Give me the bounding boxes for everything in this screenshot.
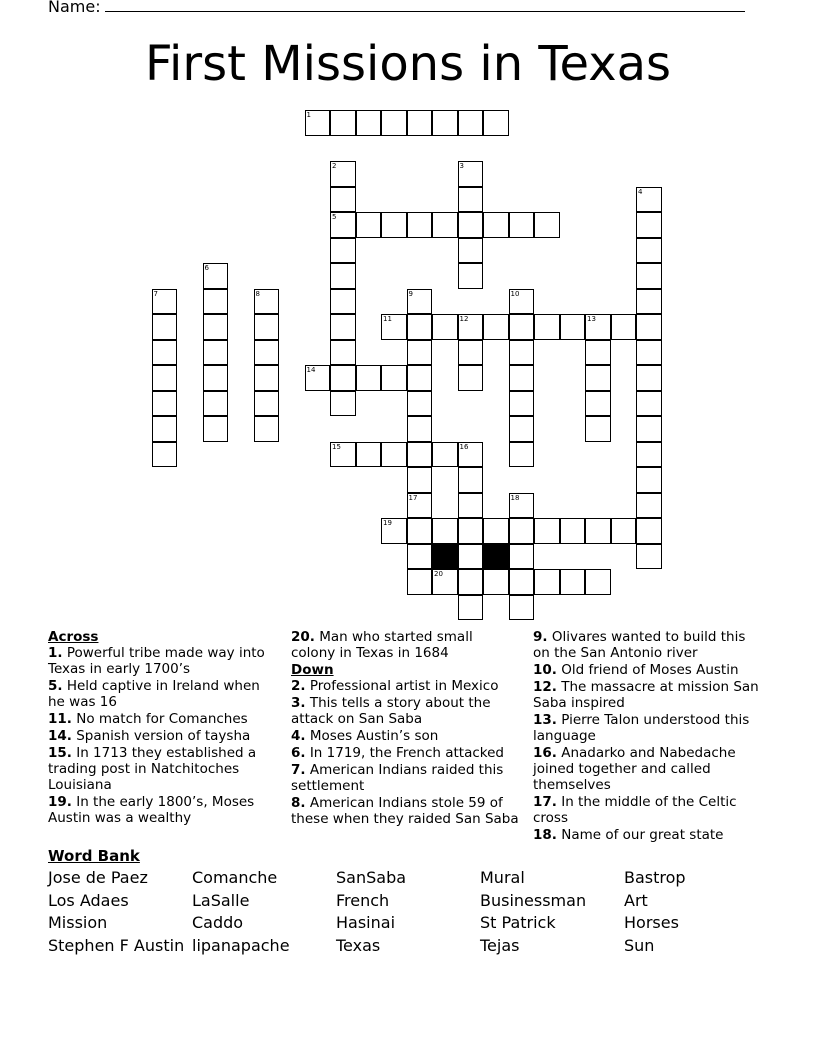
crossword-cell[interactable] [509,544,535,570]
crossword-cell[interactable] [203,314,229,340]
clue-number: 7 [153,289,158,298]
crossword-cell[interactable] [203,263,229,289]
crossword-cell[interactable] [483,110,509,136]
crossword-cell[interactable] [534,314,560,340]
crossword-cell[interactable] [458,340,484,366]
clue-number: 13 [587,315,596,323]
crossword-cell[interactable] [534,212,560,238]
crossword-cell[interactable] [636,493,662,519]
crossword-cell[interactable] [330,110,356,136]
clue-across-15: 15. In 1713 they established a trading post in Natchitoches Louisiana [48,745,257,793]
crossword-cell[interactable] [585,391,611,417]
crossword-cell[interactable] [636,442,662,468]
crossword-cell[interactable] [407,340,433,366]
crossword-cell[interactable] [152,391,178,417]
crossword-cell[interactable] [254,416,280,442]
word-bank-column-4 [480,867,586,958]
word-bank-word: Stephen F Austin [48,936,185,956]
word-bank-word: LaSalle [192,890,250,910]
crossword-cell[interactable] [585,365,611,391]
clue-number: 11 [383,315,392,323]
crossword-cell[interactable] [381,314,407,340]
word-bank-column-1 [48,867,184,958]
clue-across-14: 14. Spanish version of taysha [48,728,251,744]
word-bank-word: Mural [480,868,525,887]
clue-down-16: 16. Anadarko and Nabedache joined together and called themselves [533,745,736,793]
crossword-cell[interactable] [432,569,458,595]
crossword-cell[interactable] [330,442,356,468]
crossword-cell[interactable] [636,340,662,366]
crossword-cell[interactable] [509,416,535,442]
word-bank-word: Tejas [480,936,520,956]
crossword-cell[interactable] [407,365,433,391]
clue-down-8: 8. American Indians stole 59 of these when they raided San Saba [291,795,519,827]
word-bank-word: Horses [624,913,679,933]
clue-number: 17 [408,493,418,502]
clue-down-2: 2. Professional artist in Mexico [291,678,499,694]
crossword-cell[interactable] [611,518,637,544]
crossword-cell[interactable] [509,442,535,468]
clue-down-18: 18. Name of our great state [533,827,724,843]
crossword-cell[interactable] [152,314,178,340]
crossword-cell[interactable] [534,518,560,544]
crossword-cell[interactable] [636,544,662,570]
crossword-cell[interactable] [432,212,458,238]
word-bank-word: Los Adaes [48,890,129,910]
word-bank-word: lipanapache [192,936,290,956]
name-label: Name: [48,0,101,16]
crossword-cell[interactable] [407,493,433,519]
clues-column-1 [48,629,276,827]
word-bank-column-2 [192,867,290,958]
crossword-cell[interactable] [636,365,662,391]
crossword-cell[interactable] [152,365,178,391]
word-bank-title: Word Bank [48,847,140,865]
crossword-cell[interactable] [560,518,586,544]
clue-number: 15 [332,442,341,451]
crossword-cell[interactable] [330,365,356,391]
word-bank-word: Mission [48,913,108,933]
page-title: First Missions in Texas [144,36,672,92]
clue-down-6: 6. In 1719, the French attacked [291,745,504,761]
crossword-cell[interactable] [330,263,356,289]
crossword-cell[interactable] [636,518,662,544]
crossword-cell[interactable] [330,161,356,187]
clue-down-9: 9. Olivares wanted to build this on the San Antonio river [533,629,746,661]
word-bank-word: Art [624,890,648,910]
crossword-cell[interactable] [458,518,484,544]
crossword-cell[interactable] [203,416,229,442]
crossword-cell[interactable] [152,340,178,366]
crossword-cell[interactable] [585,569,611,595]
crossword-cell[interactable] [458,365,484,391]
clue-number: 9 [408,289,413,298]
clue-across-1: 1. Powerful tribe made way into Texas in early 1700’s [48,645,265,677]
clue-across-5: 5. Held captive in Ireland when he was 16 [48,678,260,710]
clue-down-4: 4. Moses Austin’s son [291,728,439,744]
crossword-cell[interactable] [407,289,433,315]
word-bank-word: St Patrick [480,913,556,933]
clue-across-11: 11. No match for Comanches [48,711,248,727]
clue-number: 19 [383,519,392,527]
crossword-cell[interactable] [458,314,484,340]
crossword-cell[interactable] [509,365,535,391]
clue-number: 2 [332,162,337,170]
clue-number: 10 [510,289,520,298]
crossword-cell[interactable] [203,391,229,417]
crossword-cell[interactable] [636,467,662,493]
word-bank-word: Businessman [480,890,587,910]
crossword-cell[interactable] [254,365,280,391]
crossword-cell[interactable] [407,416,433,442]
crossword-cell[interactable] [458,544,484,570]
crossword-cell[interactable] [381,365,407,391]
crossword-cell[interactable] [560,569,586,595]
crossword-cell[interactable] [585,314,611,340]
crossword-cell[interactable] [509,340,535,366]
crossword-cell[interactable] [330,314,356,340]
crossword-cell[interactable] [330,187,356,213]
crossword-cell[interactable] [407,391,433,417]
crossword-cell[interactable] [432,314,458,340]
clues-column-3 [533,629,765,844]
word-bank-word: Hasinai [336,913,396,933]
crossword-cell[interactable] [356,365,382,391]
crossword-cell[interactable] [636,212,662,238]
crossword-cell[interactable] [636,238,662,264]
crossword-cell[interactable] [483,518,509,544]
crossword-cell[interactable] [509,569,535,595]
crossword-cell[interactable] [509,314,535,340]
crossword-cell[interactable] [305,365,331,391]
word-bank-word: Comanche [192,868,278,887]
crossword-cell[interactable] [152,442,178,468]
crossword-cell[interactable] [432,442,458,468]
crossword-cell[interactable] [381,110,407,136]
clue-down-10: 10. Old friend of Moses Austin [533,662,739,678]
crossword-cell[interactable] [330,391,356,417]
crossword-cell[interactable] [330,212,356,238]
crossword-cell[interactable] [407,110,433,136]
word-bank-word: Caddo [192,913,244,933]
crossword-cell[interactable] [152,416,178,442]
crossword-cell[interactable] [356,212,382,238]
crossword-cell[interactable] [381,442,407,468]
crossword-cell[interactable] [509,212,535,238]
clue-number: 8 [255,289,260,298]
clue-number: 20 [434,570,443,578]
crossword-cell[interactable] [636,289,662,315]
crossword-cell[interactable] [330,289,356,315]
crossword-cell[interactable] [407,442,433,468]
crossword-cell[interactable] [254,289,280,315]
down-heading: Down [291,662,334,678]
across-heading: Across [48,629,99,645]
crossword-cell[interactable] [636,416,662,442]
clue-down-17: 17. In the middle of the Celtic cross [533,794,737,826]
crossword-cell[interactable] [458,212,484,238]
crossword-cell[interactable] [636,263,662,289]
crossword-cell[interactable] [509,595,535,621]
word-bank-word: SanSaba [336,868,407,887]
clue-number: 18 [510,493,520,502]
crossword-cell[interactable] [330,238,356,264]
clue-down-7: 7. American Indians raided this settlement [291,762,504,794]
crossword-cell[interactable] [254,314,280,340]
crossword-cell[interactable] [432,518,458,544]
crossword-cell[interactable] [509,518,535,544]
crossword-cell[interactable] [636,314,662,340]
clue-number: 1 [306,111,311,119]
crossword-cell[interactable] [458,161,484,187]
crossword-cell[interactable] [407,212,433,238]
crossword-cell[interactable] [534,569,560,595]
crossword-cell[interactable] [585,340,611,366]
crossword-cell[interactable] [458,238,484,264]
crossword-cell[interactable] [381,212,407,238]
crossword-cell[interactable] [458,110,484,136]
clues-column-2 [291,629,521,828]
crossword-cell[interactable] [483,314,509,340]
word-bank-word: Jose de Paez [48,868,148,887]
clue-number: 4 [638,187,643,196]
clue-down-12: 12. The massacre at mission San Saba inspired [533,679,759,711]
crossword-cell[interactable] [483,569,509,595]
crossword-cell[interactable] [458,187,484,213]
crossword-cell[interactable] [458,493,484,519]
word-bank-word: French [336,890,390,910]
word-bank-word: Sun [624,936,655,956]
crossword-cell[interactable] [458,442,484,468]
word-bank-column-5 [624,867,686,958]
crossword-cell[interactable] [305,110,331,136]
crossword-cell[interactable] [330,340,356,366]
word-bank-word: Bastrop [624,868,686,887]
clue-number: 6 [204,264,209,272]
crossword-cell[interactable] [636,391,662,417]
crossword-black-cell [432,544,458,570]
crossword-cell[interactable] [483,212,509,238]
clue-across-20: 20. Man who started small colony in Texas in 1684 [291,629,473,661]
crossword-cell[interactable] [203,340,229,366]
crossword-cell[interactable] [381,518,407,544]
crossword-cell[interactable] [152,289,178,315]
crossword-cell[interactable] [407,467,433,493]
crossword-cell[interactable] [407,569,433,595]
crossword-cell[interactable] [407,518,433,544]
crossword-cell[interactable] [356,110,382,136]
crossword-cell[interactable] [458,467,484,493]
crossword-cell[interactable] [458,595,484,621]
crossword-cell[interactable] [611,314,637,340]
crossword-black-cell [483,544,509,570]
clue-across-19: 19. In the early 1800’s, Moses Austin was a wealthy [48,794,255,826]
clue-down-3: 3. This tells a story about the attack on San Saba [291,695,491,727]
word-bank-word: Texas [336,936,381,956]
clue-down-13: 13. Pierre Talon understood this language [533,712,750,744]
crossword-cell[interactable] [509,391,535,417]
clue-number: 3 [459,162,464,170]
crossword-cell[interactable] [254,391,280,417]
crossword-cell[interactable] [432,110,458,136]
crossword-cell[interactable] [458,569,484,595]
crossword-cell[interactable] [560,314,586,340]
crossword-cell[interactable] [356,442,382,468]
crossword-cell[interactable] [585,416,611,442]
crossword-cell[interactable] [407,314,433,340]
crossword-cell[interactable] [254,340,280,366]
word-bank-column-3 [336,867,406,958]
crossword-cell[interactable] [585,518,611,544]
crossword-cell[interactable] [203,365,229,391]
clue-number: 12 [459,315,469,323]
clue-number: 16 [459,442,469,451]
crossword-cell[interactable] [509,289,535,315]
crossword-cell[interactable] [509,493,535,519]
crossword-cell[interactable] [636,187,662,213]
clue-number: 5 [332,213,337,221]
crossword-cell[interactable] [458,263,484,289]
crossword-cell[interactable] [203,289,229,315]
crossword-cell[interactable] [407,544,433,570]
clue-number: 14 [306,366,316,374]
